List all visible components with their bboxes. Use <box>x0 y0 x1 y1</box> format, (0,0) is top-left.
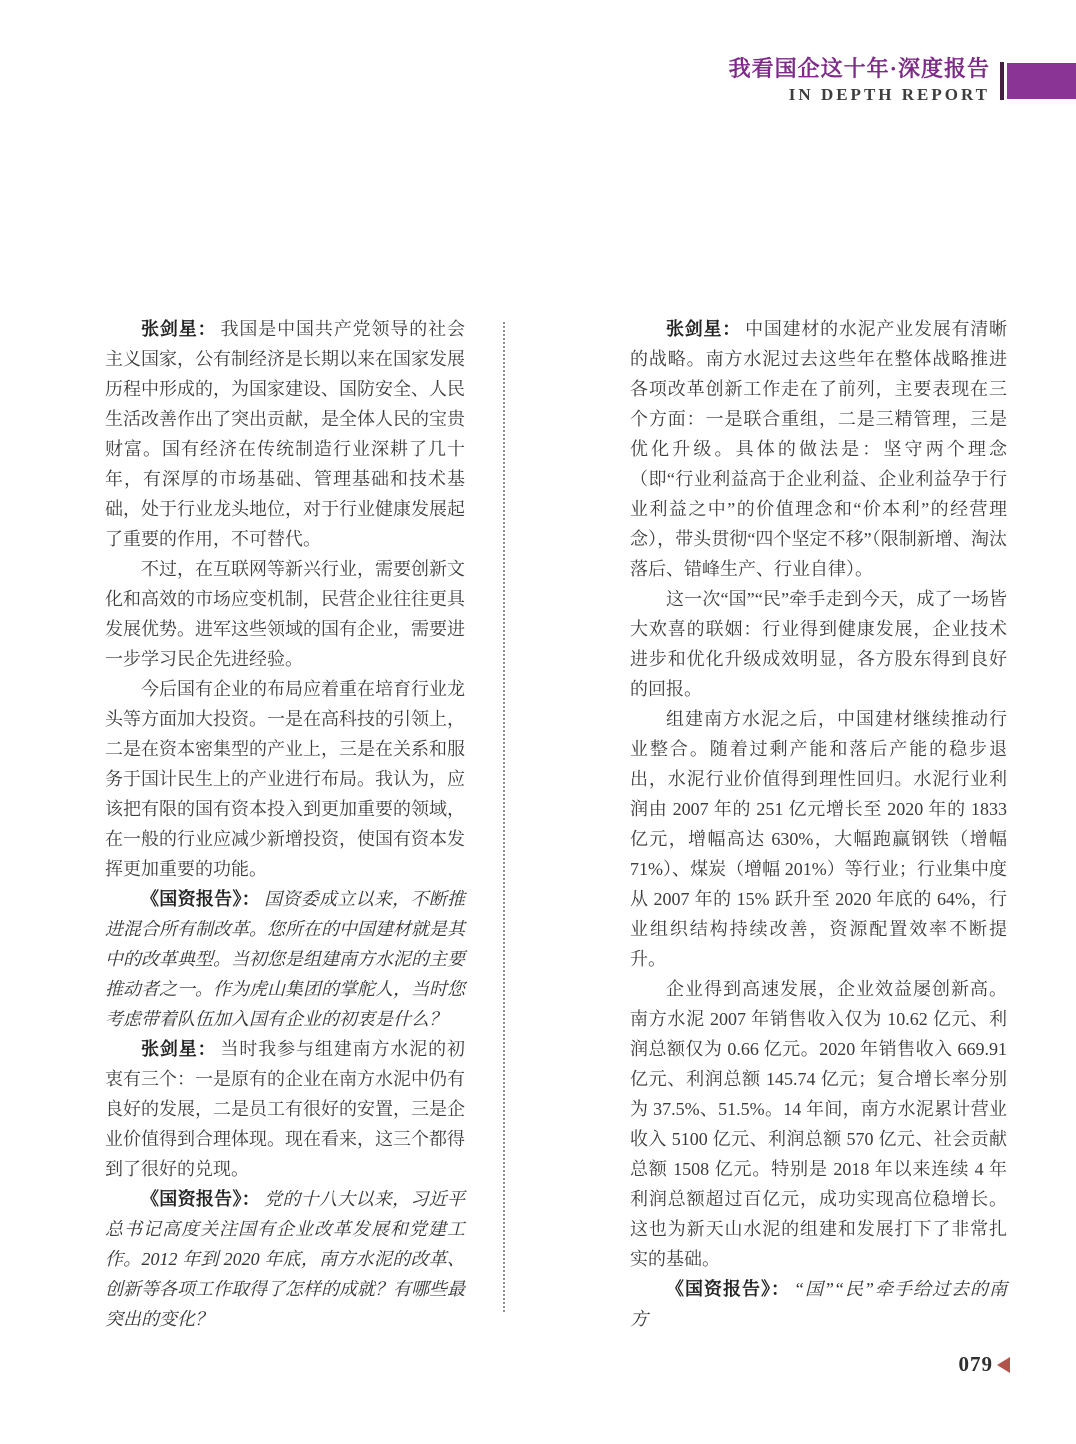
paragraph-text: 当时我参与组建南方水泥的初衷有三个：一是原有的企业在南方水泥中仍有良好的发展，二是员工有很好的安置，三是企业价值得到合理体现。现在看来，这三个都得到了很好的兑现。 <box>105 1039 465 1179</box>
header-accent-block <box>1007 63 1076 99</box>
paragraph <box>630 314 1007 584</box>
header-divider-bar <box>1000 62 1004 100</box>
paragraph <box>105 884 465 1034</box>
paragraph <box>630 974 1007 1274</box>
column-divider-dotted-line <box>503 322 505 1312</box>
paragraph-text: 国资委成立以来，不断推进混合所有制改革。您所在的中国建材就是其中的改革典型。当初您是组建南方水泥的主要推动者之一。作为虎山集团的掌舵人，当时您考虑带着队伍加入国有企业的初衷是什么？ <box>105 889 466 1029</box>
paragraph <box>105 1184 465 1334</box>
paragraph <box>105 314 465 554</box>
paragraph-text: 我国是中国共产党领导的社会主义国家，公有制经济是长期以来在国家发展历程中形成的，为国家建设、国防安全、人民生活改善作出了突出贡献，是全体人民的宝贵财富。国有经济在传统制造行业深耕了几十年，有深厚的市场基础、管理基础和技术基础，处于行业龙头地位，对于行业健康发展起了重要的作用，不可替代。 <box>105 319 465 549</box>
speaker-label: 《国资报告》： <box>141 1189 261 1209</box>
column-right <box>630 314 1007 1334</box>
header-title-en: IN DEPTH REPORT <box>788 85 990 104</box>
page-number-container <box>930 1352 1010 1377</box>
paragraph-text: 企业得到高速发展，企业效益屡创新高。南方水泥 2007 年销售收入仅为 10.62 亿元、利润总额仅为 0.66 亿元。2020 年销售收入 669.91 亿元、利润总额 145.74 亿元；复合增长率分别为 37.5%、51.5%。14 年间，南方水泥累计营业收入 5100 亿元、利润总额 570 亿元、社会贡献总额 1508 亿元。特别是 2018 年以来连续 4 年利润总额超过百亿元，成功实现高位稳增长。这也为新天山水泥的组建和发展打下了非常扎实的基础。 <box>630 979 1007 1269</box>
speaker-label: 张剑星： <box>141 319 217 339</box>
paragraph-text: 中国建材的水泥产业发展有清晰的战略。南方水泥过去这些年在整体战略推进各项改革创新工作走在了前列，主要表现在三个方面：一是联合重组，二是三精管理，三是优化升级。具体的做法是：坚守两个理念（即“行业利益高于企业利益、企业利益孕于行业利益之中”的价值理念和“价本利”的经营理念），带头贯彻“四个坚定不移”（限制新增、淘汰落后、错峰生产、行业自律）。 <box>630 319 1008 579</box>
header-title-cn: 我看国企这十年·深度报告 <box>728 56 990 81</box>
paragraph <box>105 1034 465 1184</box>
speaker-label: 《国资报告》： <box>141 889 261 909</box>
paragraph-text: 这一次“国”“民”牵手走到今天，成了一场皆大欢喜的联姻：行业得到健康发展，企业技术进步和优化升级成效明显，各方股东得到良好的回报。 <box>630 589 1007 699</box>
paragraph-text: 不过，在互联网等新兴行业，需要创新文化和高效的市场应变机制，民营企业往往更具发展优势。进军这些领域的国有企业，需要进一步学习民企先进经验。 <box>105 559 465 669</box>
speaker-label: 《国资报告》： <box>666 1279 790 1299</box>
speaker-label: 张剑星： <box>666 319 742 339</box>
paragraph <box>105 674 465 884</box>
paragraph-text: 今后国有企业的布局应着重在培育行业龙头等方面加大投资。一是在高科技的引领上，二是在资本密集型的产业上，三是在关系和服务于国计民生上的产业进行布局。我认为，应该把有限的国有资本投入到更加重要的领域，在一般的行业应减少新增投资，使国有资本发挥更加重要的功能。 <box>105 679 465 879</box>
paragraph <box>630 704 1007 974</box>
page-header <box>729 58 990 103</box>
paragraph <box>105 554 465 674</box>
page-number: 079 <box>958 1352 993 1376</box>
paragraph <box>630 1274 1007 1334</box>
paragraph-text: 组建南方水泥之后，中国建材继续推动行业整合。随着过剩产能和落后产能的稳步退出，水泥行业价值得到理性回归。水泥行业利润由 2007 年的 251 亿元增长至 2020 年的 1833 亿元，增幅高达 630%，大幅跑赢钢铁（增幅 71%）、煤炭（增幅 201%）等行业；行业集中度从 2007 年的 15% 跃升至 2020 年底的 64%，行业组织结构持续改善，资源配置效率不断提升。 <box>630 709 1007 969</box>
speaker-label: 张剑星： <box>141 1039 217 1059</box>
paragraph-text: “国”“民”牵手给过去的南方 <box>630 1279 1007 1329</box>
paragraph <box>630 584 1007 704</box>
paragraph-text: 党的十八大以来，习近平总书记高度关注国有企业改革发展和党建工作。2012 年到 2020 年底，南方水泥的改革、创新等各项工作取得了怎样的成就？有哪些最突出的变化？ <box>105 1189 466 1329</box>
page-marker-triangle-icon <box>997 1357 1010 1373</box>
column-left <box>105 314 465 1334</box>
